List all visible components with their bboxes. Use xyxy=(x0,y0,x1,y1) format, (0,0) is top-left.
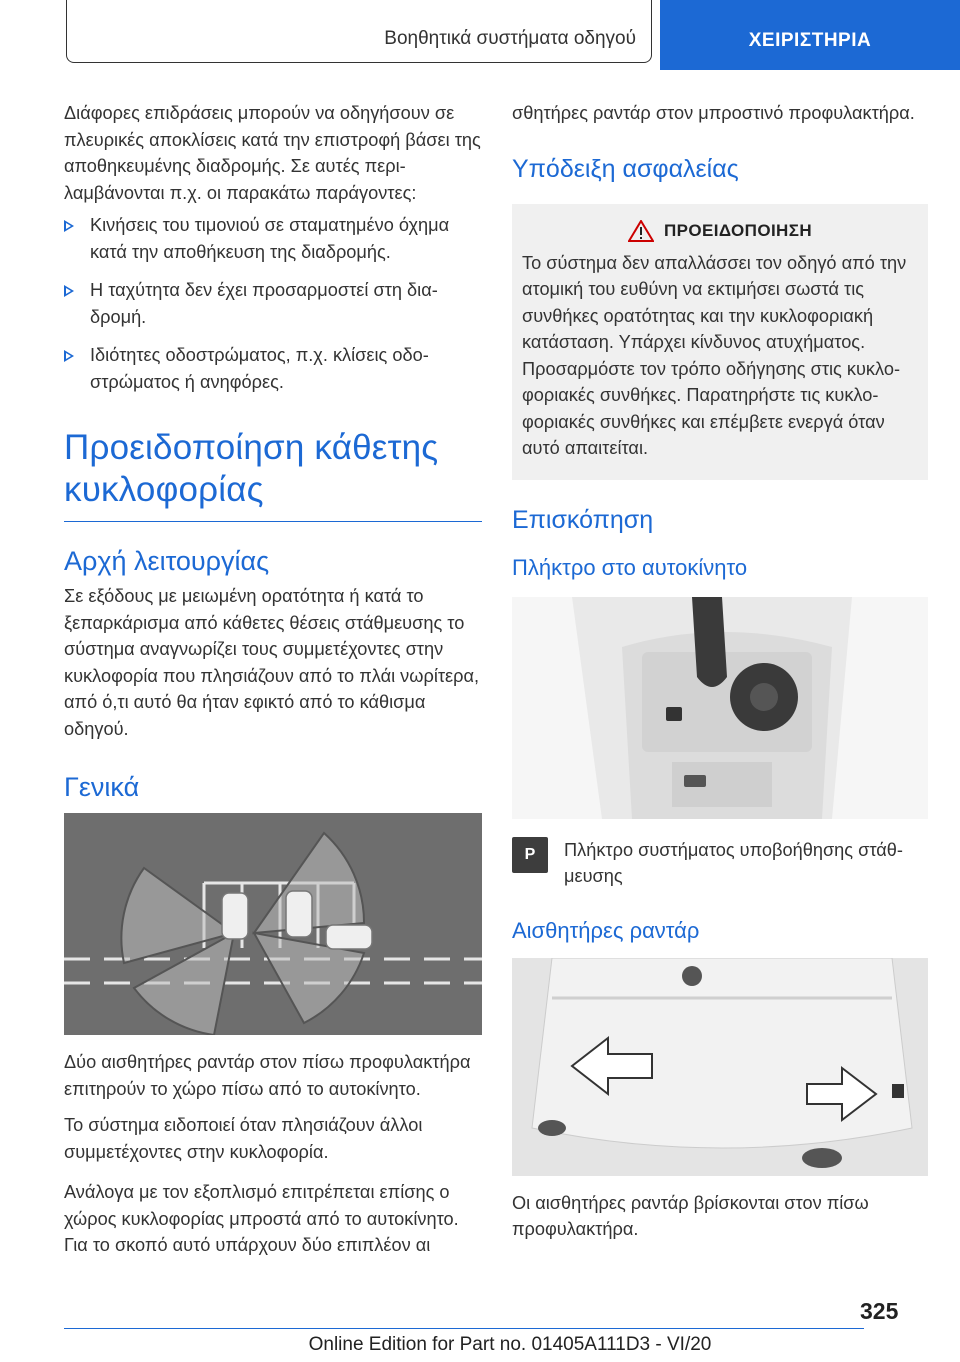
button-caption: Πλήκτρο συστήματος υποβοήθησης στάθμευσης xyxy=(564,839,903,886)
sensors-heading: Αισθητήρες ραντάρ xyxy=(512,917,700,943)
list-item: Η ταχύτητα δεν έχει προσαρμοστεί στη διαδρομή. xyxy=(64,277,482,330)
warning-box xyxy=(512,204,928,480)
principle-heading: Αρχή λειτουργίας xyxy=(64,546,270,576)
right-column xyxy=(512,100,928,1243)
general-paragraph-1: Δύο αισθητήρες ραντάρ στον πίσω προφυλακτήρα επιτηρούν το χώρο πίσω από το αυτοκίνητο. xyxy=(64,1052,471,1099)
principle-paragraph: Σε εξόδους με μειωμένη ορατότητα ή κατά το ξεπαρκάρισμα από κάθετες θέσεις στάθμευσης το σύστημα αναγνωρίζει τους συμμετέχοντες στην κυκλοφορία που πλησιάζουν από το πλάι νωρίτερα, από ό,τι αυτό θα ήταν εφικτό από το κάθισμα οδηγού. xyxy=(64,586,480,739)
overview-heading: Επισκόπηση xyxy=(512,505,654,534)
console-button-photo xyxy=(512,597,928,819)
rear-bumper-photo xyxy=(512,958,928,1176)
sensors-caption: Οι αισθητήρες ραντάρ βρίσκονται στον πίσω προφυλακτήρα. xyxy=(512,1192,869,1239)
parking-assistant-icon: P xyxy=(512,837,548,873)
button-caption-row xyxy=(512,837,928,890)
page-number: 325 xyxy=(860,1298,899,1324)
intro-paragraph: Διάφορες επιδράσεις μπορούν να οδηγήσουν σε πλευρικές αποκλίσεις κατά την επιστροφή βάσει της αποθηκευμένης διαδρομής. Σε αυτές περιλαμβάνονται π.χ. οι παρακάτω παράγοντες: xyxy=(64,103,481,203)
footer-edition: Online Edition for Part no. 01405A111D3 - VI/20 xyxy=(308,1334,712,1355)
warning-label: ΠΡΟΕΙΔΟΠΟΙΗΣΗ xyxy=(663,220,813,240)
list-item: Κινήσεις του τιμονιού σε σταματημένο όχημα κατά την αποθήκευση της διαδρομής. xyxy=(64,212,482,265)
triangle-bullet-icon xyxy=(64,285,74,297)
general-paragraph-2: Το σύστημα ειδοποιεί όταν πλησιάζουν άλλοι συμμετέχοντες στην κυκλοφορία. xyxy=(64,1115,423,1162)
general-paragraph-3: Ανάλογα με τον εξοπλισμό επιτρέπεται επίσης ο χώρος κυκλοφορίας μπροστά από το αυτοκίνητο. Για το σκοπό αυτό υπάρχουν δύο επιπλέον αι xyxy=(64,1182,459,1255)
warning-text: Το σύστημα δεν απαλλάσσει τον οδηγό από την ατομική του ευθύνη να εκτιμήσει σωστά τις συνθήκες ορατότητας και την κυκλοφοριακή κατάσταση. Υπάρχει κίνδυνος ατυχήματος. Προσαρμόστε τον τρόπο οδήγησης στις κυκλοφοριακές συνθήκες. Παρατηρήστε τις κυκλοφοριακές συνθήκες και επέμβετε ενεργά όταν αυτό απαιτείται. xyxy=(522,252,907,458)
triangle-bullet-icon xyxy=(64,350,74,362)
header-section-title: Βοηθητικά συστήματα οδηγού xyxy=(384,28,636,49)
header-chapter-tab: ΧΕΙΡΙΣΤΗΡΙΑ xyxy=(660,0,960,70)
triangle-bullet-icon xyxy=(64,220,74,232)
general-heading: Γενικά xyxy=(64,772,140,802)
list-item: Ιδιότητες οδοστρώματος, π.χ. κλίσεις οδοστρώματος ή ανηφόρες. xyxy=(64,342,482,395)
cross-traffic-illustration xyxy=(64,813,482,1035)
warning-triangle-icon xyxy=(628,220,654,242)
button-heading: Πλήκτρο στο αυτοκίνητο xyxy=(512,554,748,580)
footer-divider xyxy=(64,1328,864,1329)
left-column xyxy=(64,100,482,1259)
section-title: Προειδοποίηση κάθετης κυκλοφορίας xyxy=(64,427,482,522)
warning-header xyxy=(522,220,918,242)
factor-list xyxy=(64,212,482,395)
continued-paragraph: σθητήρες ραντάρ στον μπροστινό προφυλακτήρα. xyxy=(512,103,915,123)
safety-heading: Υπόδειξη ασφαλείας xyxy=(512,154,739,183)
